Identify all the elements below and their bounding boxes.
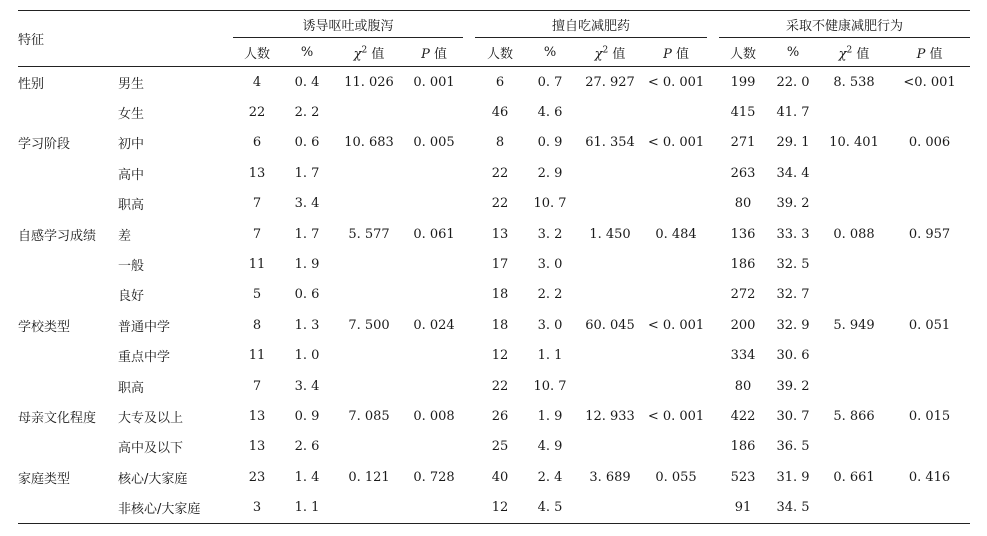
cell-count: 6 xyxy=(495,74,505,90)
header-gap xyxy=(463,11,475,38)
cell-gap xyxy=(463,492,475,523)
cell-p-value xyxy=(645,280,707,310)
cell-count: 22 xyxy=(491,165,509,181)
cell-chi-square xyxy=(333,97,405,127)
p-symbol: P xyxy=(916,46,926,62)
cell-chi-square xyxy=(333,158,405,188)
header-percent-label: % xyxy=(300,44,314,60)
cell-percent: 0. 6 xyxy=(294,135,320,151)
cell-chi-square: 0. 121 xyxy=(348,469,390,485)
header-count xyxy=(719,38,767,67)
cell-p-value: 0. 055 xyxy=(655,469,697,485)
cell-chi-square xyxy=(333,492,405,523)
cell-count: 6 xyxy=(252,135,262,151)
cell-gap xyxy=(463,67,475,98)
header-p-value xyxy=(645,38,707,67)
cell-chi-square: 5. 866 xyxy=(833,408,875,424)
cell-count: 199 xyxy=(730,74,756,90)
cell-gap xyxy=(463,401,475,431)
cell-percent: 0. 6 xyxy=(294,287,320,303)
cell-p-value xyxy=(405,189,463,219)
cell-p-value: < 0. 001 xyxy=(647,74,705,90)
row-group-label: 母亲文化程度 xyxy=(18,410,97,426)
row-group-label xyxy=(18,492,118,523)
cell-percent: 41. 7 xyxy=(776,105,810,121)
cell-count: 4 xyxy=(252,74,262,90)
row-group-label xyxy=(18,371,118,401)
cell-p-value: 0. 051 xyxy=(908,317,951,333)
header-percent-label: % xyxy=(786,44,800,60)
cell-count: 18 xyxy=(491,287,509,303)
cell-count: 12 xyxy=(475,492,525,523)
cell-gap xyxy=(707,492,719,523)
cell-chi-square: 5. 577 xyxy=(348,226,390,242)
cell-chi-square xyxy=(819,341,889,371)
cell-count: 11 xyxy=(248,348,266,364)
cell-gap xyxy=(463,462,475,492)
cell-gap xyxy=(463,249,475,279)
chi-value-label: 值 xyxy=(852,46,870,62)
cell-chi-square xyxy=(575,280,645,310)
cell-p-value xyxy=(645,249,707,279)
cell-p-value: 0. 006 xyxy=(908,135,951,151)
table-row xyxy=(18,401,970,431)
row-group-label xyxy=(18,432,118,462)
header-percent xyxy=(525,38,575,67)
cell-percent: 32. 9 xyxy=(776,317,810,333)
cell-gap xyxy=(463,97,475,127)
cell-p-value: 0. 015 xyxy=(908,408,951,424)
cell-gap xyxy=(463,158,475,188)
cell-percent: 1. 3 xyxy=(294,317,320,333)
cell-p-value xyxy=(889,189,970,219)
table-row xyxy=(18,432,970,462)
chi-value-label: 值 xyxy=(367,46,385,62)
header-chi-square xyxy=(575,38,645,67)
cell-chi-square xyxy=(819,189,889,219)
cell-percent: 34. 4 xyxy=(776,165,810,181)
cell-count: 22 xyxy=(248,105,266,121)
cell-count: 80 xyxy=(734,196,752,212)
cell-chi-square xyxy=(819,492,889,523)
cell-count: 136 xyxy=(730,226,756,242)
cell-chi-square: 27. 927 xyxy=(585,74,635,90)
table-row xyxy=(18,462,970,492)
cell-gap xyxy=(707,371,719,401)
row-subgroup-label: 普通中学 xyxy=(118,319,171,335)
header-percent-label: % xyxy=(543,44,557,60)
cell-count: 26 xyxy=(491,408,509,424)
cell-percent: 1. 9 xyxy=(537,408,563,424)
row-group-label xyxy=(18,280,118,310)
table-row xyxy=(18,158,970,188)
cell-chi-square: 8. 538 xyxy=(833,74,875,90)
row-subgroup-label: 男生 xyxy=(118,76,145,92)
table-row xyxy=(18,128,970,158)
cell-chi-square xyxy=(575,341,645,371)
row-group-label xyxy=(18,97,118,127)
cell-p-value xyxy=(645,432,707,462)
header-subgroup-blank xyxy=(118,11,233,67)
header-feature: 特征 xyxy=(18,11,118,67)
cell-chi-square xyxy=(575,432,645,462)
chi-superscript: 2 xyxy=(361,45,368,56)
cell-gap xyxy=(707,462,719,492)
cell-count: 422 xyxy=(730,408,756,424)
table-row xyxy=(18,310,970,340)
table-row xyxy=(18,492,970,523)
cell-gap xyxy=(707,189,719,219)
row-group-label xyxy=(18,341,118,371)
row-group-label: 自感学习成绩 xyxy=(18,228,97,244)
cell-count: 22 xyxy=(491,196,509,212)
row-group-label: 学校类型 xyxy=(18,319,71,335)
cell-gap xyxy=(707,67,719,98)
cell-percent: 36. 5 xyxy=(776,439,810,455)
cell-percent: 22. 0 xyxy=(776,74,810,90)
table-row xyxy=(18,219,970,249)
p-symbol: P xyxy=(421,46,430,62)
cell-chi-square: 12. 933 xyxy=(585,408,635,424)
row-subgroup-label: 职高 xyxy=(118,380,145,396)
chi-symbol: χ xyxy=(838,46,847,62)
cell-percent: 2. 4 xyxy=(537,469,563,485)
cell-p-value: 0. 008 xyxy=(413,408,455,424)
cell-p-value xyxy=(405,492,463,523)
cell-count: 18 xyxy=(491,317,509,333)
cell-p-value xyxy=(405,158,463,188)
cell-percent: 3. 4 xyxy=(294,196,320,212)
cell-p-value xyxy=(405,280,463,310)
cell-gap xyxy=(463,310,475,340)
cell-count: 3 xyxy=(233,492,281,523)
cell-count: 415 xyxy=(730,105,756,121)
cell-percent: 4. 5 xyxy=(525,492,575,523)
cell-p-value xyxy=(645,189,707,219)
cell-p-value: 0. 484 xyxy=(655,226,697,242)
cell-p-value xyxy=(405,249,463,279)
cell-count: 11 xyxy=(248,257,266,273)
cell-p-value xyxy=(645,158,707,188)
row-group-label xyxy=(18,249,118,279)
row-subgroup-label: 大专及以上 xyxy=(118,410,184,426)
row-subgroup-label: 女生 xyxy=(118,107,145,123)
cell-chi-square: 60. 045 xyxy=(585,317,635,333)
table-row xyxy=(18,371,970,401)
header-gap xyxy=(707,38,719,67)
cell-p-value xyxy=(645,371,707,401)
cell-chi-square xyxy=(575,158,645,188)
cell-count: 8 xyxy=(495,135,505,151)
header-group-unhealthy: 采取不健康减肥行为 xyxy=(719,11,970,38)
cell-p-value xyxy=(889,97,970,127)
cell-percent: 32. 5 xyxy=(776,257,810,273)
cell-percent: 2. 2 xyxy=(294,105,320,121)
p-value-label: 值 xyxy=(429,46,447,62)
header-count xyxy=(475,38,525,67)
cell-percent: 39. 2 xyxy=(776,378,810,394)
cell-chi-square xyxy=(575,492,645,523)
cell-chi-square xyxy=(333,189,405,219)
table-row xyxy=(18,249,970,279)
header-group-vomit: 诱导呕吐或腹泻 xyxy=(233,11,463,38)
cell-percent: 2. 6 xyxy=(294,439,320,455)
row-group-label: 性别 xyxy=(18,76,45,92)
cell-percent: 32. 7 xyxy=(776,287,810,303)
cell-percent: 4. 9 xyxy=(537,439,563,455)
cell-count: 13 xyxy=(248,165,266,181)
cell-gap xyxy=(707,97,719,127)
cell-chi-square: 0. 661 xyxy=(833,469,875,485)
cell-count: 186 xyxy=(730,257,756,273)
cell-percent: 4. 6 xyxy=(537,105,563,121)
header-chi-square xyxy=(333,38,405,67)
header-count-label: 人数 xyxy=(243,46,270,62)
cell-chi-square xyxy=(333,280,405,310)
row-subgroup-label: 一般 xyxy=(118,259,145,275)
cell-percent: 2. 2 xyxy=(537,287,563,303)
header-count xyxy=(233,38,281,67)
cell-p-value xyxy=(405,97,463,127)
cell-gap xyxy=(707,401,719,431)
cell-percent: 1. 1 xyxy=(281,492,333,523)
row-group-label: 学习阶段 xyxy=(18,137,71,153)
cell-count: 13 xyxy=(248,408,266,424)
cell-chi-square xyxy=(333,341,405,371)
cell-count: 13 xyxy=(491,226,509,242)
cell-gap xyxy=(463,371,475,401)
row-group-label xyxy=(18,189,118,219)
cell-gap xyxy=(707,280,719,310)
row-subgroup-label: 高中及以下 xyxy=(118,441,184,457)
cell-p-value xyxy=(645,97,707,127)
cell-count: 23 xyxy=(248,469,266,485)
p-symbol: P xyxy=(663,46,672,62)
cell-percent: 10. 7 xyxy=(533,196,567,212)
data-table xyxy=(18,10,970,524)
cell-count: 22 xyxy=(491,378,509,394)
cell-p-value: 0. 728 xyxy=(413,469,455,485)
cell-percent: 30. 6 xyxy=(776,348,810,364)
cell-percent: 1. 7 xyxy=(294,165,320,181)
cell-chi-square xyxy=(819,371,889,401)
cell-chi-square xyxy=(333,432,405,462)
chi-superscript: 2 xyxy=(602,45,609,56)
table-row xyxy=(18,67,970,98)
row-subgroup-label: 良好 xyxy=(118,289,145,305)
cell-p-value xyxy=(889,280,970,310)
cell-chi-square xyxy=(575,189,645,219)
cell-p-value xyxy=(405,432,463,462)
cell-count: 271 xyxy=(730,135,756,151)
table-row xyxy=(18,97,970,127)
header-count-label: 人数 xyxy=(730,46,757,62)
cell-p-value xyxy=(889,341,970,371)
chi-symbol: χ xyxy=(353,46,362,62)
cell-count: 8 xyxy=(252,317,262,333)
row-group-label xyxy=(18,158,118,188)
row-subgroup-label: 高中 xyxy=(118,167,145,183)
cell-chi-square: 5. 949 xyxy=(833,317,875,333)
cell-p-value: <0. 001 xyxy=(903,74,956,90)
cell-chi-square xyxy=(333,371,405,401)
header-gap xyxy=(707,11,719,38)
chi-superscript: 2 xyxy=(846,45,853,56)
cell-chi-square: 10. 683 xyxy=(344,135,394,151)
cell-p-value xyxy=(645,492,707,523)
row-subgroup-label: 初中 xyxy=(118,137,145,153)
header-count-label: 人数 xyxy=(487,46,514,62)
cell-count: 7 xyxy=(252,196,262,212)
cell-count: 186 xyxy=(730,439,756,455)
cell-gap xyxy=(707,219,719,249)
cell-count: 12 xyxy=(491,348,509,364)
cell-percent: 31. 9 xyxy=(776,469,810,485)
cell-chi-square xyxy=(819,97,889,127)
cell-gap xyxy=(463,341,475,371)
cell-p-value xyxy=(405,371,463,401)
cell-gap xyxy=(463,219,475,249)
cell-p-value: 0. 024 xyxy=(413,317,455,333)
cell-count: 91 xyxy=(719,492,767,523)
cell-percent: 39. 2 xyxy=(776,196,810,212)
cell-chi-square xyxy=(819,432,889,462)
cell-count: 272 xyxy=(730,287,756,303)
cell-p-value: 0. 957 xyxy=(908,226,951,242)
cell-percent: 3. 0 xyxy=(537,257,563,273)
header-chi-square xyxy=(819,38,889,67)
cell-percent: 3. 4 xyxy=(294,378,320,394)
cell-count: 5 xyxy=(252,287,262,303)
cell-percent: 1. 4 xyxy=(294,469,320,485)
cell-percent: 0. 4 xyxy=(294,74,320,90)
cell-gap xyxy=(463,432,475,462)
cell-percent: 1. 0 xyxy=(294,348,320,364)
cell-percent: 29. 1 xyxy=(776,135,810,151)
row-subgroup-label: 差 xyxy=(118,228,132,244)
p-value-label: 值 xyxy=(671,46,689,62)
cell-chi-square: 1. 450 xyxy=(589,226,631,242)
header-p-value xyxy=(405,38,463,67)
cell-chi-square: 10. 401 xyxy=(829,135,879,151)
header-percent xyxy=(767,38,819,67)
cell-p-value xyxy=(889,371,970,401)
cell-chi-square: 0. 088 xyxy=(833,226,875,242)
stats-table xyxy=(18,10,970,524)
cell-percent: 10. 7 xyxy=(533,378,567,394)
cell-gap xyxy=(463,189,475,219)
cell-gap xyxy=(707,310,719,340)
cell-percent: 1. 7 xyxy=(294,226,320,242)
row-subgroup-label: 非核心/大家庭 xyxy=(118,492,233,523)
cell-chi-square: 61. 354 xyxy=(585,135,635,151)
cell-chi-square xyxy=(819,280,889,310)
cell-count: 25 xyxy=(491,439,509,455)
cell-percent: 30. 7 xyxy=(776,408,810,424)
cell-percent: 3. 2 xyxy=(537,226,563,242)
header-p-value xyxy=(889,38,970,67)
cell-p-value: 0. 005 xyxy=(413,135,455,151)
table-row xyxy=(18,280,970,310)
cell-percent: 0. 9 xyxy=(294,408,320,424)
cell-count: 7 xyxy=(252,378,262,394)
cell-p-value xyxy=(889,492,970,523)
cell-count: 7 xyxy=(252,226,262,242)
header-group-pills: 擅自吃减肥药 xyxy=(475,11,707,38)
cell-percent: 1. 1 xyxy=(537,348,563,364)
header-gap xyxy=(463,38,475,67)
cell-gap xyxy=(707,158,719,188)
cell-p-value: 0. 061 xyxy=(413,226,455,242)
cell-count: 523 xyxy=(730,469,756,485)
cell-percent: 33. 3 xyxy=(776,226,810,242)
cell-percent: 1. 9 xyxy=(294,257,320,273)
cell-p-value xyxy=(889,249,970,279)
row-subgroup-label: 职高 xyxy=(118,198,145,214)
cell-p-value: < 0. 001 xyxy=(647,408,705,424)
table-row xyxy=(18,189,970,219)
cell-count: 13 xyxy=(248,439,266,455)
cell-chi-square: 7. 500 xyxy=(348,317,390,333)
cell-count: 200 xyxy=(730,317,756,333)
cell-p-value: 0. 416 xyxy=(908,469,951,485)
cell-p-value xyxy=(889,432,970,462)
cell-count: 263 xyxy=(730,165,756,181)
row-subgroup-label: 核心/大家庭 xyxy=(118,471,188,487)
cell-chi-square xyxy=(575,371,645,401)
row-subgroup-label: 重点中学 xyxy=(118,350,171,366)
cell-p-value xyxy=(889,158,970,188)
cell-p-value xyxy=(645,341,707,371)
cell-chi-square xyxy=(333,249,405,279)
cell-count: 17 xyxy=(491,257,509,273)
cell-percent: 0. 7 xyxy=(537,74,563,90)
cell-p-value: 0. 001 xyxy=(413,74,455,90)
chi-value-label: 值 xyxy=(608,46,626,62)
cell-count: 334 xyxy=(730,348,756,364)
p-value-label: 值 xyxy=(925,46,943,62)
table-row xyxy=(18,341,970,371)
cell-chi-square: 7. 085 xyxy=(348,408,390,424)
cell-chi-square xyxy=(575,249,645,279)
cell-gap xyxy=(707,432,719,462)
cell-chi-square xyxy=(819,249,889,279)
header-percent xyxy=(281,38,333,67)
cell-p-value: < 0. 001 xyxy=(647,317,705,333)
cell-p-value: < 0. 001 xyxy=(647,135,705,151)
cell-count: 40 xyxy=(491,469,509,485)
cell-percent: 3. 0 xyxy=(537,317,563,333)
row-group-label: 家庭类型 xyxy=(18,471,71,487)
cell-chi-square: 3. 689 xyxy=(589,469,631,485)
cell-chi-square: 11. 026 xyxy=(344,74,394,90)
cell-gap xyxy=(707,128,719,158)
cell-p-value xyxy=(405,341,463,371)
cell-gap xyxy=(463,128,475,158)
cell-percent: 0. 9 xyxy=(537,135,563,151)
cell-percent: 2. 9 xyxy=(537,165,563,181)
chi-symbol: χ xyxy=(594,46,603,62)
cell-count: 80 xyxy=(734,378,752,394)
cell-gap xyxy=(707,341,719,371)
cell-gap xyxy=(707,249,719,279)
cell-chi-square xyxy=(575,97,645,127)
cell-count: 46 xyxy=(491,105,509,121)
cell-chi-square xyxy=(819,158,889,188)
cell-gap xyxy=(463,280,475,310)
cell-percent: 34. 5 xyxy=(767,492,819,523)
